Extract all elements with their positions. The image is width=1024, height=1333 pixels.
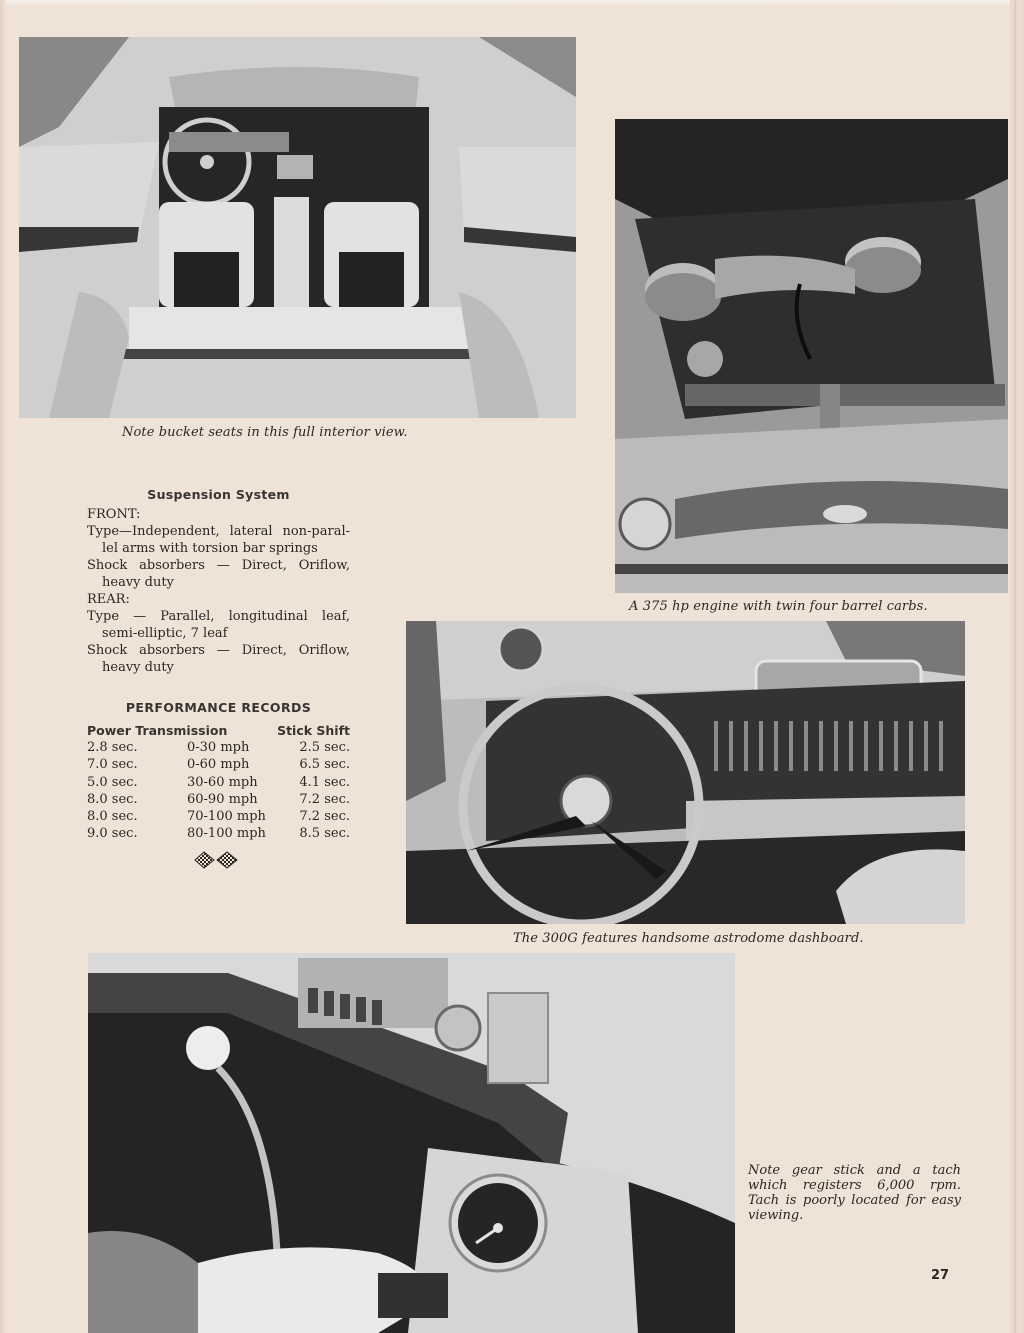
performance-title: PERFORMANCE RECORDS — [125, 700, 312, 715]
rear-shock-entry — [87, 642, 350, 676]
speed-range: 80-100 mph — [187, 826, 266, 842]
power-transmission-time: 9.0 sec. — [87, 826, 138, 842]
performance-row — [87, 808, 350, 825]
rear-label: REAR: — [87, 592, 130, 607]
front-type-text: Type—Independent, lateral non-paral- — [87, 524, 350, 539]
power-transmission-time: 7.0 sec. — [87, 757, 138, 773]
speed-range: 30-60 mph — [187, 774, 258, 790]
performance-row — [87, 774, 350, 791]
stick-shift-time: 4.1 sec. — [299, 774, 350, 790]
interior-photo — [19, 37, 576, 418]
header-stick-shift: Stick Shift — [277, 723, 350, 738]
speed-range: 70-100 mph — [187, 809, 266, 825]
page-edge-left — [0, 0, 6, 1333]
rear-type-entry — [87, 608, 350, 642]
front-type-entry — [87, 523, 350, 557]
performance-row — [87, 739, 350, 756]
tachometer-photo-caption: Note gear stick and a tach which registers 6,000 rpm. Tach is poorly located for easy viewing. — [748, 1163, 961, 1223]
tachometer-photo — [88, 953, 735, 1333]
rear-shock-text: Shock absorbers — Direct, Oriflow, — [87, 643, 350, 658]
stick-shift-time: 6.5 sec. — [299, 757, 350, 773]
power-transmission-time: 2.8 sec. — [87, 740, 138, 755]
rear-shock-text-cont: heavy duty — [102, 660, 174, 675]
power-transmission-time: 8.0 sec. — [87, 791, 138, 807]
speed-range: 60-90 mph — [187, 791, 258, 807]
suspension-system-section — [87, 486, 350, 676]
performance-row — [87, 756, 350, 773]
front-shock-text: Shock absorbers — Direct, Oriflow, — [87, 558, 350, 573]
checkered-flags-icon — [194, 851, 238, 869]
front-shock-text-cont: heavy duty — [102, 575, 174, 590]
stick-shift-time: 7.2 sec. — [299, 809, 350, 825]
performance-row — [87, 791, 350, 808]
front-shock-entry — [87, 557, 350, 591]
front-label: FRONT: — [87, 507, 141, 522]
stick-shift-time: 8.5 sec. — [299, 826, 350, 842]
power-transmission-time: 5.0 sec. — [87, 774, 138, 790]
performance-header-row — [87, 722, 350, 739]
speed-range: 0-60 mph — [187, 757, 250, 773]
performance-table — [87, 722, 350, 843]
performance-records-section — [87, 700, 350, 843]
performance-row — [87, 825, 350, 842]
page-binding-edge — [1010, 0, 1024, 1333]
suspension-title: Suspension System — [147, 487, 290, 502]
dashboard-photo-caption: The 300G features handsome astrodome dashboard. — [513, 931, 864, 946]
stick-shift-time: 2.5 sec. — [299, 740, 350, 755]
page-number: 27 — [931, 1268, 950, 1283]
front-type-text-cont: lel arms with torsion bar springs — [102, 541, 318, 556]
power-transmission-time: 8.0 sec. — [87, 809, 138, 825]
engine-photo-caption: A 375 hp engine with twin four barrel carbs. — [629, 599, 928, 614]
speed-range: 0-30 mph — [187, 740, 250, 755]
dashboard-photo — [406, 621, 965, 924]
engine-photo — [615, 119, 1008, 593]
page-edge-top — [0, 0, 1024, 6]
interior-photo-caption: Note bucket seats in this full interior view. — [122, 425, 408, 440]
header-power-transmission: Power Transmission — [87, 723, 228, 738]
rear-type-text-cont: semi-elliptic, 7 leaf — [102, 626, 228, 641]
stick-shift-time: 7.2 sec. — [299, 791, 350, 807]
rear-type-text: Type — Parallel, longitudinal leaf, — [87, 609, 350, 624]
